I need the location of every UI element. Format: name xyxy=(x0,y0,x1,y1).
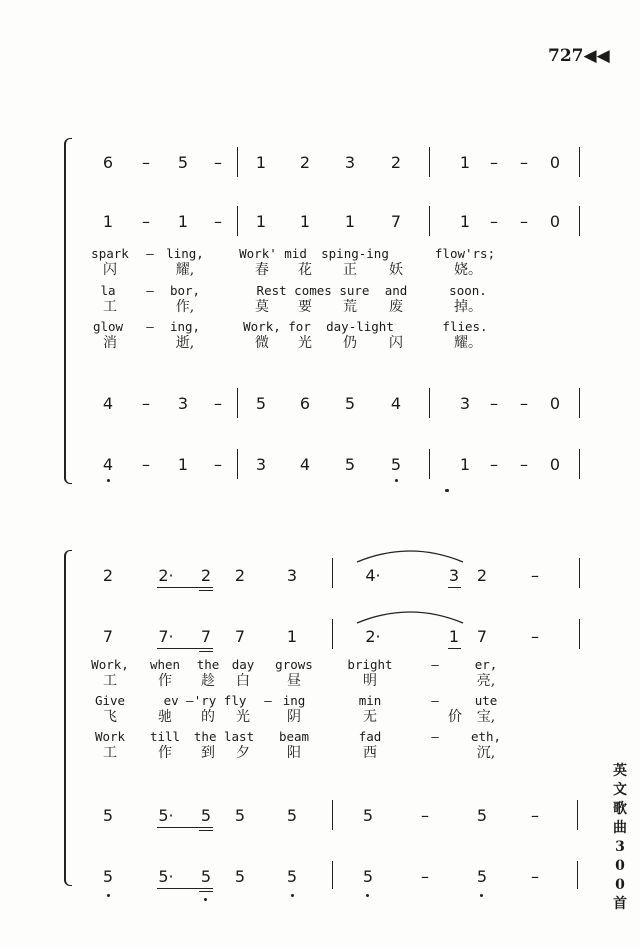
jianpu-note: 4 xyxy=(102,394,114,413)
lyric-english: flow'rs; xyxy=(434,246,496,261)
jianpu-note: 5 xyxy=(177,153,189,172)
lyric-chinese: 耀, xyxy=(175,262,195,278)
lyric-english: eth, xyxy=(470,729,502,744)
jianpu-note: 7 xyxy=(234,627,246,646)
jianpu-note: 2 xyxy=(200,566,212,585)
jianpu-note: 5 xyxy=(234,806,246,825)
jianpu-note: 5 xyxy=(255,394,267,413)
lyric-english: the xyxy=(196,657,220,672)
lyric-english: beam xyxy=(278,729,310,744)
lyric-english: – xyxy=(146,319,154,334)
jianpu-note: 1 xyxy=(255,153,267,172)
lower-octave-dot xyxy=(107,479,110,482)
bar-line xyxy=(429,388,430,418)
lyric-chinese: 作, xyxy=(175,299,195,315)
jianpu-note: – xyxy=(531,566,539,585)
lyric-english: fad xyxy=(358,729,382,744)
lyric-chinese: 沉, xyxy=(476,745,496,761)
rhythm-underline xyxy=(157,587,213,588)
title-char: 0 xyxy=(615,858,625,874)
lyric-english: sping-ing xyxy=(321,246,389,261)
jianpu-note: – xyxy=(490,153,498,172)
lyric-chinese: 荒 xyxy=(343,299,357,315)
jianpu-note: 5 xyxy=(476,806,488,825)
rhythm-underline xyxy=(448,648,461,649)
bar-line xyxy=(577,861,578,889)
jianpu-note: 4 xyxy=(102,455,114,474)
jianpu-note: 5 xyxy=(344,455,356,474)
lyric-chinese: 作 xyxy=(158,673,172,689)
jianpu-note: 1 xyxy=(299,212,311,231)
lower-octave-dot xyxy=(107,894,110,897)
jianpu-note: – xyxy=(520,455,528,474)
bar-line xyxy=(237,147,238,177)
lyric-english: la xyxy=(100,283,116,298)
jianpu-note: 1 xyxy=(459,212,471,231)
lyric-english: min xyxy=(358,693,382,708)
rhythm-underline xyxy=(157,888,213,889)
rhythm-underline xyxy=(199,830,213,831)
jianpu-note: 5 xyxy=(200,867,212,886)
lyric-english: Give xyxy=(94,693,126,708)
jianpu-note: 5 xyxy=(362,867,374,886)
lyric-english: Work, for xyxy=(243,319,311,334)
lyric-english: ing xyxy=(282,693,306,708)
rhythm-underline xyxy=(199,590,213,591)
lyric-chinese: 作 xyxy=(158,745,172,761)
bar-line xyxy=(332,558,333,588)
jianpu-note: 2 xyxy=(234,566,246,585)
lower-octave-dot xyxy=(204,898,207,901)
bar-line xyxy=(237,388,238,418)
lyric-english: – xyxy=(431,693,439,708)
jianpu-note: 7 xyxy=(476,627,488,646)
lyric-chinese: 废 xyxy=(389,299,403,315)
jianpu-note: 5 xyxy=(234,867,246,886)
bar-line xyxy=(579,558,580,588)
jianpu-note: 1 xyxy=(255,212,267,231)
bar-line xyxy=(332,800,333,830)
jianpu-note: 1 xyxy=(459,153,471,172)
jianpu-note: 0 xyxy=(549,212,561,231)
lyric-english: er, xyxy=(474,657,498,672)
lyric-chinese: 仍 xyxy=(343,335,357,351)
jianpu-note: 2 xyxy=(390,153,402,172)
lyric-chinese: 妖 xyxy=(389,262,403,278)
rhythm-underline xyxy=(199,891,213,892)
title-char: 曲 xyxy=(613,820,627,836)
jianpu-note: 3 xyxy=(177,394,189,413)
title-char: 歌 xyxy=(613,801,627,817)
jianpu-note: 5 xyxy=(286,867,298,886)
lyric-english: – xyxy=(264,693,272,708)
title-char: 首 xyxy=(613,896,627,912)
jianpu-note: – xyxy=(421,806,429,825)
jianpu-note: – xyxy=(490,455,498,474)
lower-octave-dot xyxy=(366,894,369,897)
jianpu-note: 3 xyxy=(448,566,460,585)
jianpu-note: – xyxy=(490,212,498,231)
jianpu-note: – xyxy=(214,153,222,172)
jianpu-note: 5 xyxy=(344,394,356,413)
lyric-chinese: 亮, xyxy=(476,673,496,689)
jianpu-note: 5· xyxy=(158,867,174,886)
lyric-chinese: 花 xyxy=(298,262,312,278)
lyric-english: ute xyxy=(474,693,498,708)
jianpu-note: 1 xyxy=(177,455,189,474)
title-char: 文 xyxy=(613,782,627,798)
jianpu-note: 5 xyxy=(286,806,298,825)
slur xyxy=(355,546,465,564)
lower-octave-dot xyxy=(291,894,294,897)
bar-line xyxy=(429,206,430,236)
lyric-english: bor, xyxy=(169,283,201,298)
rhythm-underline xyxy=(157,648,213,649)
lyric-english: spark xyxy=(91,246,129,261)
bar-line xyxy=(577,800,578,830)
jianpu-note: 5 xyxy=(390,455,402,474)
bar-line xyxy=(579,206,580,236)
lyric-chinese: 微 xyxy=(255,335,269,351)
jianpu-note: 2 xyxy=(299,153,311,172)
jianpu-note: 7· xyxy=(158,627,174,646)
lyric-chinese: 娆。 xyxy=(454,262,482,278)
slur xyxy=(355,607,465,625)
lyric-chinese: 白 xyxy=(236,673,250,689)
jianpu-note: – xyxy=(142,212,150,231)
bar-line xyxy=(332,861,333,889)
lyric-english: – xyxy=(146,246,154,261)
rhythm-underline xyxy=(199,651,213,652)
bar-line xyxy=(237,206,238,236)
lyric-chinese: 春 xyxy=(255,262,269,278)
lyric-chinese: 夕 xyxy=(236,745,250,761)
jianpu-note: 5 xyxy=(102,867,114,886)
lower-octave-dot xyxy=(395,479,398,482)
jianpu-note: – xyxy=(142,394,150,413)
lyric-english: – xyxy=(146,283,154,298)
jianpu-note: 1 xyxy=(177,212,189,231)
system-bracket xyxy=(64,138,72,484)
lyric-chinese: 无 xyxy=(363,709,377,725)
jianpu-note: – xyxy=(520,153,528,172)
lyric-english: grows xyxy=(275,657,313,672)
jianpu-note: 0 xyxy=(549,394,561,413)
jianpu-note: 1 xyxy=(102,212,114,231)
jianpu-note: 7 xyxy=(102,627,114,646)
title-char: 0 xyxy=(615,877,625,893)
jianpu-note: – xyxy=(421,867,429,886)
title-char: 英 xyxy=(613,763,627,779)
lower-octave-dot xyxy=(480,894,483,897)
lyric-english: ing, xyxy=(169,319,201,334)
lyric-english: day xyxy=(231,657,255,672)
jianpu-note: 0 xyxy=(549,153,561,172)
lyric-chinese: 西 xyxy=(363,745,377,761)
jianpu-note: 2· xyxy=(158,566,174,585)
jianpu-note: 3 xyxy=(255,455,267,474)
bar-line xyxy=(579,619,580,649)
bar-line xyxy=(429,449,430,479)
jianpu-note: 1 xyxy=(459,455,471,474)
book-title-vertical xyxy=(609,762,631,914)
bar-line xyxy=(429,147,430,177)
jianpu-note: 5 xyxy=(200,806,212,825)
lyric-chinese: 昼 xyxy=(287,673,301,689)
lyric-english: ev –'ry fly xyxy=(163,693,247,708)
lyric-english: bright xyxy=(347,657,393,672)
jianpu-note: 1 xyxy=(286,627,298,646)
jianpu-note: 2· xyxy=(365,627,381,646)
jianpu-note: 3 xyxy=(286,566,298,585)
lyric-english: Work, xyxy=(91,657,129,672)
lyric-chinese: 掉。 xyxy=(454,299,482,315)
lyric-chinese: 消 xyxy=(103,335,117,351)
stray-dot xyxy=(445,489,449,492)
lyric-chinese: 莫 xyxy=(255,299,269,315)
lyric-chinese: 阳 xyxy=(287,745,301,761)
lyric-chinese: 光 xyxy=(236,709,250,725)
jianpu-note: – xyxy=(142,153,150,172)
lyric-chinese: 闪 xyxy=(389,335,403,351)
lyric-chinese: 工 xyxy=(103,745,117,761)
jianpu-note: 0 xyxy=(549,455,561,474)
jianpu-note: 6 xyxy=(299,394,311,413)
lyric-chinese: 逝, xyxy=(175,335,195,351)
jianpu-note: – xyxy=(214,212,222,231)
lyric-chinese: 耀。 xyxy=(454,335,482,351)
lyric-english: and xyxy=(384,283,408,298)
lyric-chinese: 要 xyxy=(298,299,312,315)
lyric-chinese: 飞 xyxy=(103,709,117,725)
jianpu-note: 2 xyxy=(102,566,114,585)
lyric-english: when xyxy=(149,657,181,672)
jianpu-note: 7 xyxy=(200,627,212,646)
lyric-chinese: 闪 xyxy=(103,262,117,278)
lyric-chinese: 的 xyxy=(201,709,215,725)
jianpu-note: 4· xyxy=(365,566,381,585)
lyric-chinese: 明 xyxy=(363,673,377,689)
jianpu-note: – xyxy=(490,394,498,413)
lyric-english: Work' mid xyxy=(239,246,307,261)
jianpu-note: – xyxy=(520,212,528,231)
jianpu-note: 4 xyxy=(299,455,311,474)
bar-line xyxy=(579,147,580,177)
jianpu-note: 3 xyxy=(344,153,356,172)
jianpu-note: 2 xyxy=(476,566,488,585)
jianpu-note: 1 xyxy=(344,212,356,231)
title-char: 3 xyxy=(615,839,625,855)
lyric-english: till xyxy=(149,729,181,744)
jianpu-note: 5 xyxy=(476,867,488,886)
lyric-english: Work xyxy=(94,729,126,744)
jianpu-note: 5 xyxy=(362,806,374,825)
lyric-chinese: 工 xyxy=(103,299,117,315)
lyric-chinese: 光 xyxy=(298,335,312,351)
bar-line xyxy=(237,449,238,479)
lyric-chinese: 到 xyxy=(201,745,215,761)
lyric-chinese: 宝, xyxy=(476,709,496,725)
jianpu-note: 5· xyxy=(158,806,174,825)
system-bracket xyxy=(64,550,72,886)
lyric-english: the last xyxy=(193,729,255,744)
bar-line xyxy=(332,619,333,649)
jianpu-note: 5 xyxy=(102,806,114,825)
jianpu-note: 7 xyxy=(390,212,402,231)
lyric-english: – xyxy=(431,729,439,744)
lyric-english: – xyxy=(431,657,439,672)
jianpu-note: – xyxy=(531,627,539,646)
jianpu-note: 1 xyxy=(448,627,460,646)
lyric-english: flies. xyxy=(442,319,488,334)
lyric-english: Rest comes sure xyxy=(256,283,370,298)
lyric-chinese: 正 xyxy=(343,262,357,278)
jianpu-note: – xyxy=(214,455,222,474)
lyric-english: day-light xyxy=(326,319,394,334)
bar-line xyxy=(579,388,580,418)
lyric-chinese: 驰 xyxy=(158,709,172,725)
lyric-english: soon. xyxy=(449,283,487,298)
lyric-english: ling, xyxy=(166,246,204,261)
jianpu-note: – xyxy=(214,394,222,413)
jianpu-note: 6 xyxy=(102,153,114,172)
rhythm-underline xyxy=(448,587,461,588)
page-number: 727◀◀ xyxy=(548,46,610,66)
jianpu-note: 4 xyxy=(390,394,402,413)
lyric-chinese: 阴 xyxy=(287,709,301,725)
lyric-chinese: 工 xyxy=(103,673,117,689)
lyric-chinese: 趁 xyxy=(201,673,215,689)
jianpu-note: 3 xyxy=(459,394,471,413)
lyric-english: glow xyxy=(92,319,124,334)
rhythm-underline xyxy=(157,827,213,828)
lyric-chinese: 价 xyxy=(448,709,462,725)
jianpu-note: – xyxy=(142,455,150,474)
jianpu-note: – xyxy=(520,394,528,413)
jianpu-note: – xyxy=(531,806,539,825)
bar-line xyxy=(579,449,580,479)
jianpu-note: – xyxy=(531,867,539,886)
